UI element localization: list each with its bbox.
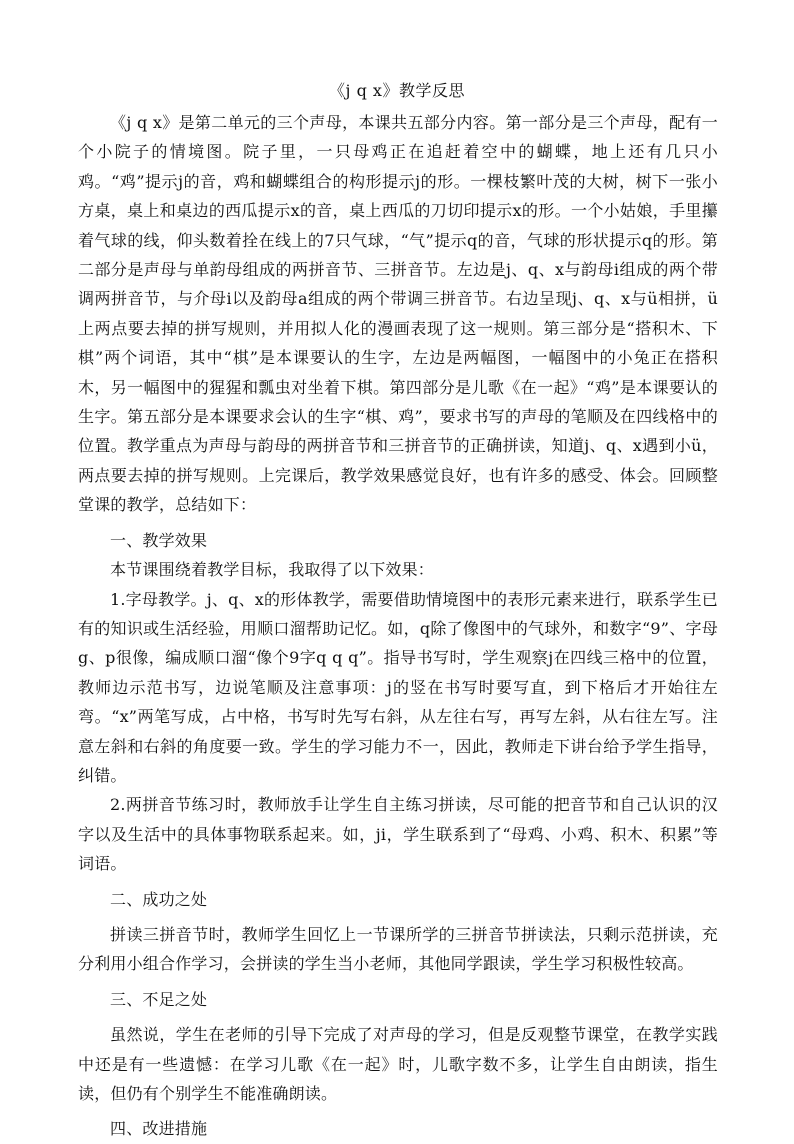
section-heading-shortcomings: 三、不足之处: [110, 989, 208, 1009]
section-heading-improvements: 四、改进措施: [110, 1119, 208, 1139]
section-heading-teaching-effect: 一、教学效果: [110, 530, 208, 550]
paragraph-letter-teaching: 1.字母教学。j、q、x的形体教学，需要借助情境图中的表形元素来进行，联系学生已有的知识或生活经验，用顺口溜帮助记忆。如，q除了像图中的气球外，和数字“9”、字母g、p很像，编成顺口溜“像个9字q q q”。指导书写时，学生观察j在四线三格中的位置，教师边示范书写，边说笔顺及注意事项：j的竖在书写时要写直，到下格后才开始往左弯。“x”两笔写成，占中格，书写时先写右斜，从左往右写，再写左斜，从右往左写。注意左斜和右斜的角度要一致。学生的学习能力不一，因此，教师走下讲台给予学生指导，纠错。: [78, 589, 718, 785]
paragraph-effects-intro: 本节课围绕着教学目标，我取得了以下效果：: [110, 560, 435, 580]
document-title: 《j q x》教学反思: [329, 81, 465, 100]
section-heading-success: 二、成功之处: [110, 889, 208, 909]
intro-paragraph: 《j q x》是第二单元的三个声母，本课共五部分内容。第一部分是三个声母，配有一个小院子的情境图。院子里，一只母鸡正在追赶着空中的蝴蝶，地上还有几只小鸡。“鸡”提示j的音，鸡和蝴蝶组合的构形提示j的形。一棵枝繁叶茂的大树，树下一张小方桌，桌上和桌边的西瓜提示x的音，桌上西瓜的刀切印提示x的形。一个小姑娘，手里攥着气球的线，仰头数着拴在线上的7只气球，“气”提示q的音，气球的形状提示q的形。第二部分是声母与单韵母组成的两拼音节、三拼音节。左边是j、q、x与韵母i组成的两个带调两拼音节，与介母i以及韵母a组成的两个带调三拼音节。右边呈现j、q、x与ü相拼，ü上两点要去掉的拼写规则，并用拟人化的漫画表现了这一规则。第三部分是“搭积木、下棋”两个词语，其中“棋”是本课要认的生字，左边是两幅图，一幅图中的小兔正在搭积木，另一幅图中的猩猩和瓢虫对坐着下棋。第四部分是儿歌《在一起》“鸡”是本课要认的生字。第五部分是本课要求会认的生字“棋、鸡”，要求书写的声母的笔顺及在四线格中的位置。教学重点为声母与韵母的两拼音节和三拼音节的正确拼读，知道j、q、x遇到小ü，两点要去掉的拼写规则。上完课后，教学效果感觉良好，也有许多的感受、体会。回顾整堂课的教学，总结如下：: [78, 113, 718, 515]
paragraph-shortcomings: 虽然说，学生在老师的引导下完成了对声母的学习，但是反观整节课堂，在教学实践中还是有一些遗憾：在学习儿歌《在一起》时，儿歌字数不多，让学生自由朗读，指生读，但仍有个别学生不能准确朗读。: [78, 1025, 718, 1103]
paragraph-syllable-practice: 2.两拼音节练习时，教师放手让学生自主练习拼读，尽可能的把音节和自己认识的汉字以及生活中的具体事物联系起来。如，ji，学生联系到了“母鸡、小鸡、积木、积累”等词语。: [78, 795, 718, 874]
document-body: [78, 108, 718, 1144]
paragraph-success: 拼读三拼音节时，教师学生回忆上一节课所学的三拼音节拼读法，只剩示范拼读，充分利用小组合作学习，会拼读的学生当小老师，其他同学跟读，学生学习积极性较高。: [78, 924, 718, 974]
